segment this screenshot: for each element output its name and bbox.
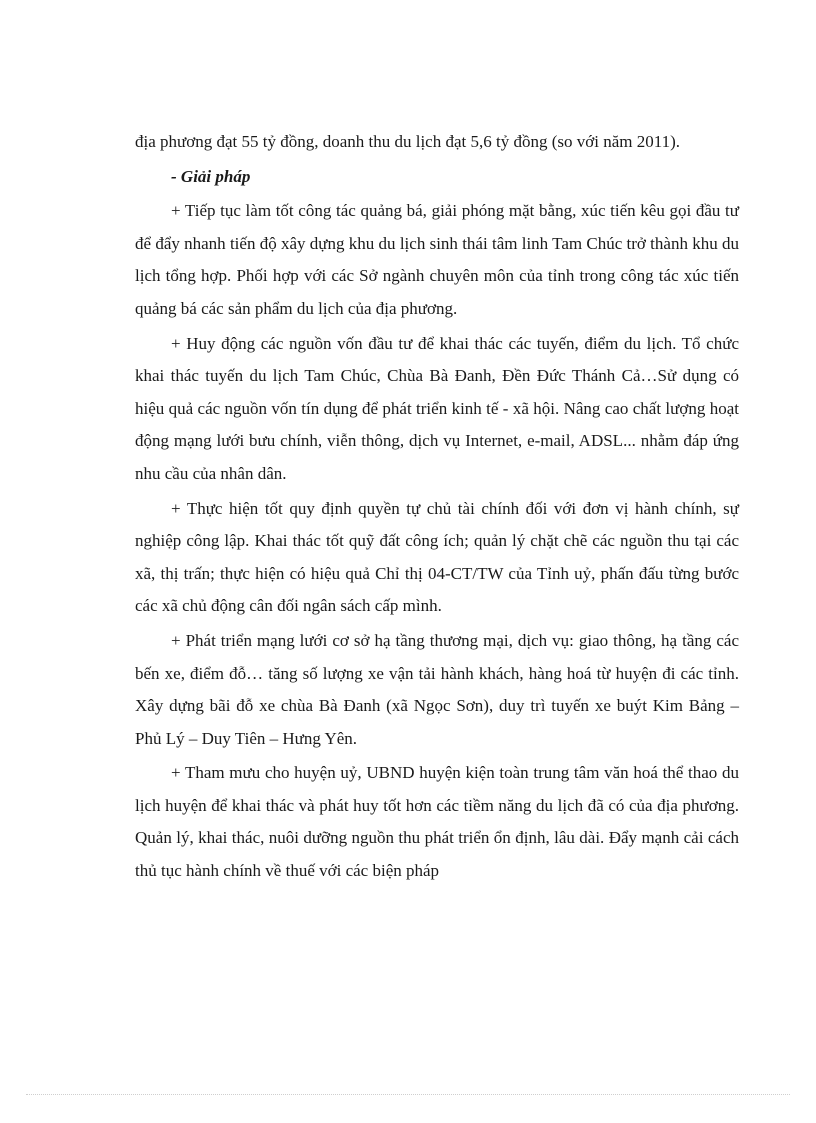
- paragraph-investment: + Huy động các nguồn vốn đầu tư để khai thác các tuyến, điểm du lịch. Tổ chức khai thác tuyến du lịch Tam Chúc, Chùa Bà Đanh, Đền Đức Thánh Cả…Sử dụng có hiệu quả các nguồn vốn tín dụng để phát triển kinh tế - xã hội. Nâng cao chất lượng hoạt động mạng lưới bưu chính, viễn thông, dịch vụ Internet, e-mail, ADSL... nhằm đáp ứng nhu cầu của nhân dân.: [135, 333, 739, 483]
- document-page: [135, 126, 739, 890]
- paragraph-infrastructure: + Phát triển mạng lưới cơ sở hạ tầng thương mại, dịch vụ: giao thông, hạ tầng các bến xe, điểm đỗ… tăng số lượng xe vận tải hành khách, hàng hoá từ huyện đi các tỉnh. Xây dựng bãi đỗ xe chùa Bà Đanh (xã Ngọc Sơn), duy trì tuyến xe buýt Kim Bảng – Phủ Lý – Duy Tiên – Hưng Yên.: [135, 630, 739, 748]
- footer-divider: [26, 1094, 790, 1095]
- paragraph-advisory: + Tham mưu cho huyện uỷ, UBND huyện kiện toàn trung tâm văn hoá thể thao du lịch huyện để khai thác và phát huy tốt hơn các tiềm năng du lịch đã có của địa phương. Quản lý, khai thác, nuôi dưỡng nguồn thu phát triển ổn định, lâu dài. Đẩy mạnh cải cách thủ tục hành chính về thuế với các biện pháp: [135, 763, 739, 881]
- section-heading-solutions: - Giải pháp: [171, 166, 251, 186]
- paragraph-promotion: + Tiếp tục làm tốt công tác quảng bá, giải phóng mặt bằng, xúc tiến kêu gọi đầu tư để đẩy nhanh tiến độ xây dựng khu du lịch sinh thái tâm linh Tam Chúc trở thành khu du lịch tổng hợp. Phối hợp với các Sở ngành chuyên môn của tỉnh trong công tác xúc tiến quảng bá các sản phẩm du lịch của địa phương.: [135, 201, 739, 318]
- paragraph-continuation: địa phương đạt 55 tỷ đồng, doanh thu du lịch đạt 5,6 tỷ đồng (so với năm 2011).: [135, 132, 681, 151]
- paragraph-finance: + Thực hiện tốt quy định quyền tự chủ tài chính đối với đơn vị hành chính, sự nghiệp công lập. Khai thác tốt quỹ đất công ích; quản lý chặt chẽ các nguồn thu tại các xã, thị trấn; thực hiện có hiệu quả Chỉ thị 04-CT/TW của Tỉnh uỷ, phấn đấu từng bước các xã chủ động cân đối ngân sách cấp mình.: [135, 498, 739, 616]
